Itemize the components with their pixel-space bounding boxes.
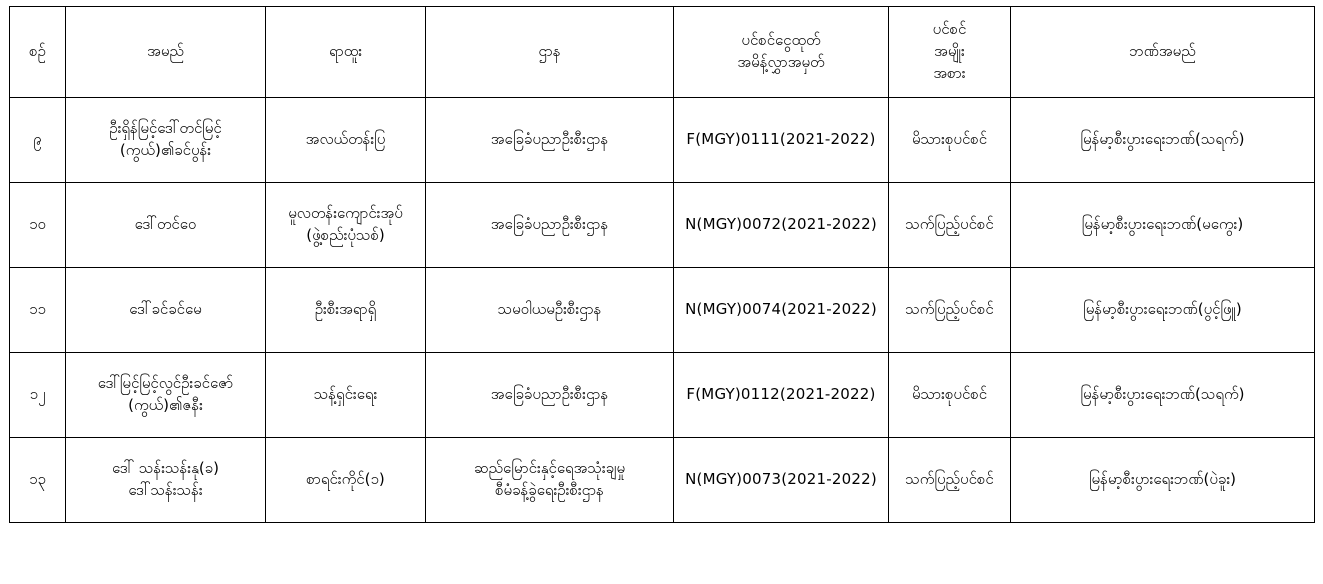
- text-line: ရာထူး: [328, 42, 363, 61]
- text-line: (ဖွဲ့စည်းပုံသစ်): [306, 226, 385, 244]
- cell-department-text: [430, 458, 669, 502]
- cell-bank-text: [1015, 384, 1310, 406]
- text-line: မိသားစုပင်စင်: [911, 385, 988, 404]
- text-line: သက်ပြည့်ပင်စင်: [905, 215, 994, 234]
- cell-department-text: [430, 299, 669, 321]
- text-line: သမဝါယမဦးစီးဌာန: [497, 300, 602, 319]
- text-line: အခြေခံပညာဦးစီးဌာန: [490, 130, 609, 149]
- cell-name-text: [70, 458, 261, 502]
- cell-department: [426, 268, 674, 353]
- cell-bank-text: [1015, 469, 1310, 491]
- text-line: စဉ်: [29, 42, 46, 61]
- cell-serial: [10, 353, 66, 438]
- text-line: N(MGY)0072(2021-2022): [685, 215, 877, 234]
- column-header-serial: [10, 7, 66, 98]
- cell-pension-type: [889, 268, 1011, 353]
- cell-department-text: [430, 214, 669, 236]
- text-line: ၁၂: [29, 385, 46, 404]
- pension-table: [9, 6, 1315, 523]
- cell-pension-type: [889, 183, 1011, 268]
- text-line: အမိန့်လွှာအမှတ်: [737, 53, 825, 71]
- cell-pension-order-no: [674, 438, 889, 523]
- text-line: ဒေါ်သန်းသန်း: [128, 481, 203, 499]
- column-header-bank-text: [1015, 41, 1310, 63]
- text-line: (ကွယ်)၏ခင်ပွန်း: [119, 141, 212, 159]
- cell-pension-order-no-text: [678, 299, 884, 321]
- column-header-rank: [266, 7, 426, 98]
- cell-rank-text: [270, 299, 421, 321]
- text-line: သက်ပြည့်ပင်စင်: [905, 470, 994, 489]
- cell-rank-text: [270, 129, 421, 151]
- cell-department: [426, 183, 674, 268]
- cell-pension-order-no-text: [678, 214, 884, 236]
- text-line: အလယ်တန်းပြ: [305, 130, 386, 149]
- text-line: F(MGY)0112(2021-2022): [686, 385, 876, 404]
- cell-serial: [10, 268, 66, 353]
- cell-bank-text: [1015, 129, 1310, 151]
- cell-rank: [266, 183, 426, 268]
- text-line: F(MGY)0111(2021-2022): [686, 130, 876, 149]
- cell-pension-type: [889, 438, 1011, 523]
- cell-bank-text: [1015, 299, 1310, 321]
- document-page: [0, 6, 1323, 584]
- cell-name: [66, 183, 266, 268]
- text-line: ၉: [33, 130, 42, 149]
- table-row: [10, 98, 1315, 183]
- text-line: ဒေါ်တင်ဝေ: [134, 215, 197, 234]
- cell-department: [426, 353, 674, 438]
- text-line: မြန်မာ့စီးပွားရေးဘဏ်(သရက်): [1080, 385, 1245, 404]
- text-line: ဌာန: [538, 42, 561, 61]
- column-header-name: [66, 7, 266, 98]
- text-line: အမည်: [147, 42, 184, 61]
- text-line: မြန်မာ့စီးပွားရေးဘဏ်(သရက်): [1080, 130, 1245, 149]
- column-header-pension-type-text: [893, 19, 1006, 84]
- cell-serial-text: [14, 299, 61, 321]
- cell-bank: [1011, 353, 1315, 438]
- text-line: အခြေခံပညာဦးစီးဌာန: [490, 385, 609, 404]
- text-line: မြန်မာ့စီးပွားရေးဘဏ်(ပွင့်ဖြူ): [1083, 300, 1242, 319]
- cell-pension-order-no: [674, 353, 889, 438]
- text-line: ပင်စင်ငွေထုတ်: [741, 31, 821, 50]
- text-line: ၁၁: [29, 300, 46, 319]
- text-line: မူလတန်းကျောင်းအုပ်: [288, 204, 403, 223]
- table-header: [10, 7, 1315, 98]
- text-line: (ကွယ်)၏ဇနီး: [128, 396, 203, 414]
- table-row: [10, 438, 1315, 523]
- column-header-pension-order-no: [674, 7, 889, 98]
- text-line: ဆည်မြောင်းနှင့်ရေအသုံးချမှု: [473, 459, 626, 478]
- cell-name: [66, 438, 266, 523]
- cell-department-text: [430, 129, 669, 151]
- text-line: ဒေါ် သန်းသန်းနု(ခ): [112, 459, 219, 478]
- cell-bank: [1011, 268, 1315, 353]
- cell-serial: [10, 183, 66, 268]
- text-line: အခြေခံပညာဦးစီးဌာန: [490, 215, 609, 234]
- cell-serial-text: [14, 384, 61, 406]
- text-line: သန့်ရှင်းရေး: [313, 385, 378, 404]
- cell-serial-text: [14, 214, 61, 236]
- cell-rank: [266, 268, 426, 353]
- text-line: မြန်မာ့စီးပွားရေးဘဏ်(မကွေး): [1081, 215, 1244, 234]
- text-line: စာရင်းကိုင်(၁): [306, 470, 385, 489]
- cell-name-text: [70, 373, 261, 417]
- table-row: [10, 268, 1315, 353]
- column-header-department-text: [430, 41, 669, 63]
- text-line: ဘဏ်အမည်: [1129, 42, 1196, 61]
- column-header-pension-type: [889, 7, 1011, 98]
- cell-pension-order-no: [674, 268, 889, 353]
- table-body: [10, 98, 1315, 523]
- cell-rank: [266, 353, 426, 438]
- text-line: မိသားစုပင်စင်: [911, 130, 988, 149]
- cell-rank: [266, 438, 426, 523]
- cell-rank-text: [270, 384, 421, 406]
- cell-pension-order-no-text: [678, 384, 884, 406]
- cell-department: [426, 98, 674, 183]
- cell-serial-text: [14, 469, 61, 491]
- text-line: ဦးရှိန်မြင့်ဒေါ်တင်မြင့်: [109, 119, 222, 138]
- cell-serial: [10, 438, 66, 523]
- cell-name-text: [70, 299, 261, 321]
- column-header-bank: [1011, 7, 1315, 98]
- table-row: [10, 353, 1315, 438]
- text-line: သက်ပြည့်ပင်စင်: [905, 300, 994, 319]
- column-header-name-text: [70, 41, 261, 63]
- cell-pension-order-no: [674, 98, 889, 183]
- text-line: ၁၃: [29, 470, 46, 489]
- cell-bank: [1011, 438, 1315, 523]
- cell-name-text: [70, 214, 261, 236]
- cell-name: [66, 353, 266, 438]
- cell-pension-type: [889, 353, 1011, 438]
- text-line: ဒေါ်ခင်ခင်မေ: [129, 300, 202, 319]
- cell-pension-type-text: [893, 129, 1006, 151]
- column-header-serial-text: [14, 41, 61, 63]
- table-row: [10, 183, 1315, 268]
- text-line: ဒေါ်မြင့်မြင့်လွင်ဦးခင်ဇော်: [97, 374, 234, 393]
- text-line: N(MGY)0073(2021-2022): [685, 470, 877, 489]
- cell-bank: [1011, 183, 1315, 268]
- text-line: မြန်မာ့စီးပွားရေးဘဏ်(ပဲခူး): [1089, 470, 1236, 489]
- table-header-row: [10, 7, 1315, 98]
- cell-pension-type-text: [893, 214, 1006, 236]
- column-header-department: [426, 7, 674, 98]
- cell-pension-order-no-text: [678, 469, 884, 491]
- cell-pension-type-text: [893, 384, 1006, 406]
- text-line: စီမံခန့်ခွဲရေးဦးစီးဌာန: [495, 481, 604, 499]
- cell-rank-text: [270, 469, 421, 491]
- cell-name: [66, 98, 266, 183]
- cell-pension-order-no: [674, 183, 889, 268]
- text-line: ဦးစီးအရာရှိ: [314, 300, 377, 319]
- column-header-pension-order-no-text: [678, 30, 884, 74]
- cell-name-text: [70, 118, 261, 162]
- text-line: အမျိုး: [934, 42, 965, 61]
- text-line: အစား: [933, 63, 966, 82]
- cell-pension-order-no-text: [678, 129, 884, 151]
- cell-department-text: [430, 384, 669, 406]
- cell-department: [426, 438, 674, 523]
- column-header-rank-text: [270, 41, 421, 63]
- cell-pension-type: [889, 98, 1011, 183]
- cell-serial: [10, 98, 66, 183]
- text-line: ပင်စင်: [932, 20, 967, 39]
- cell-pension-type-text: [893, 299, 1006, 321]
- text-line: ၁၀: [29, 215, 46, 234]
- cell-rank-text: [270, 203, 421, 247]
- cell-bank-text: [1015, 214, 1310, 236]
- cell-rank: [266, 98, 426, 183]
- text-line: N(MGY)0074(2021-2022): [685, 300, 877, 319]
- cell-pension-type-text: [893, 469, 1006, 491]
- cell-name: [66, 268, 266, 353]
- cell-bank: [1011, 98, 1315, 183]
- cell-serial-text: [14, 129, 61, 151]
